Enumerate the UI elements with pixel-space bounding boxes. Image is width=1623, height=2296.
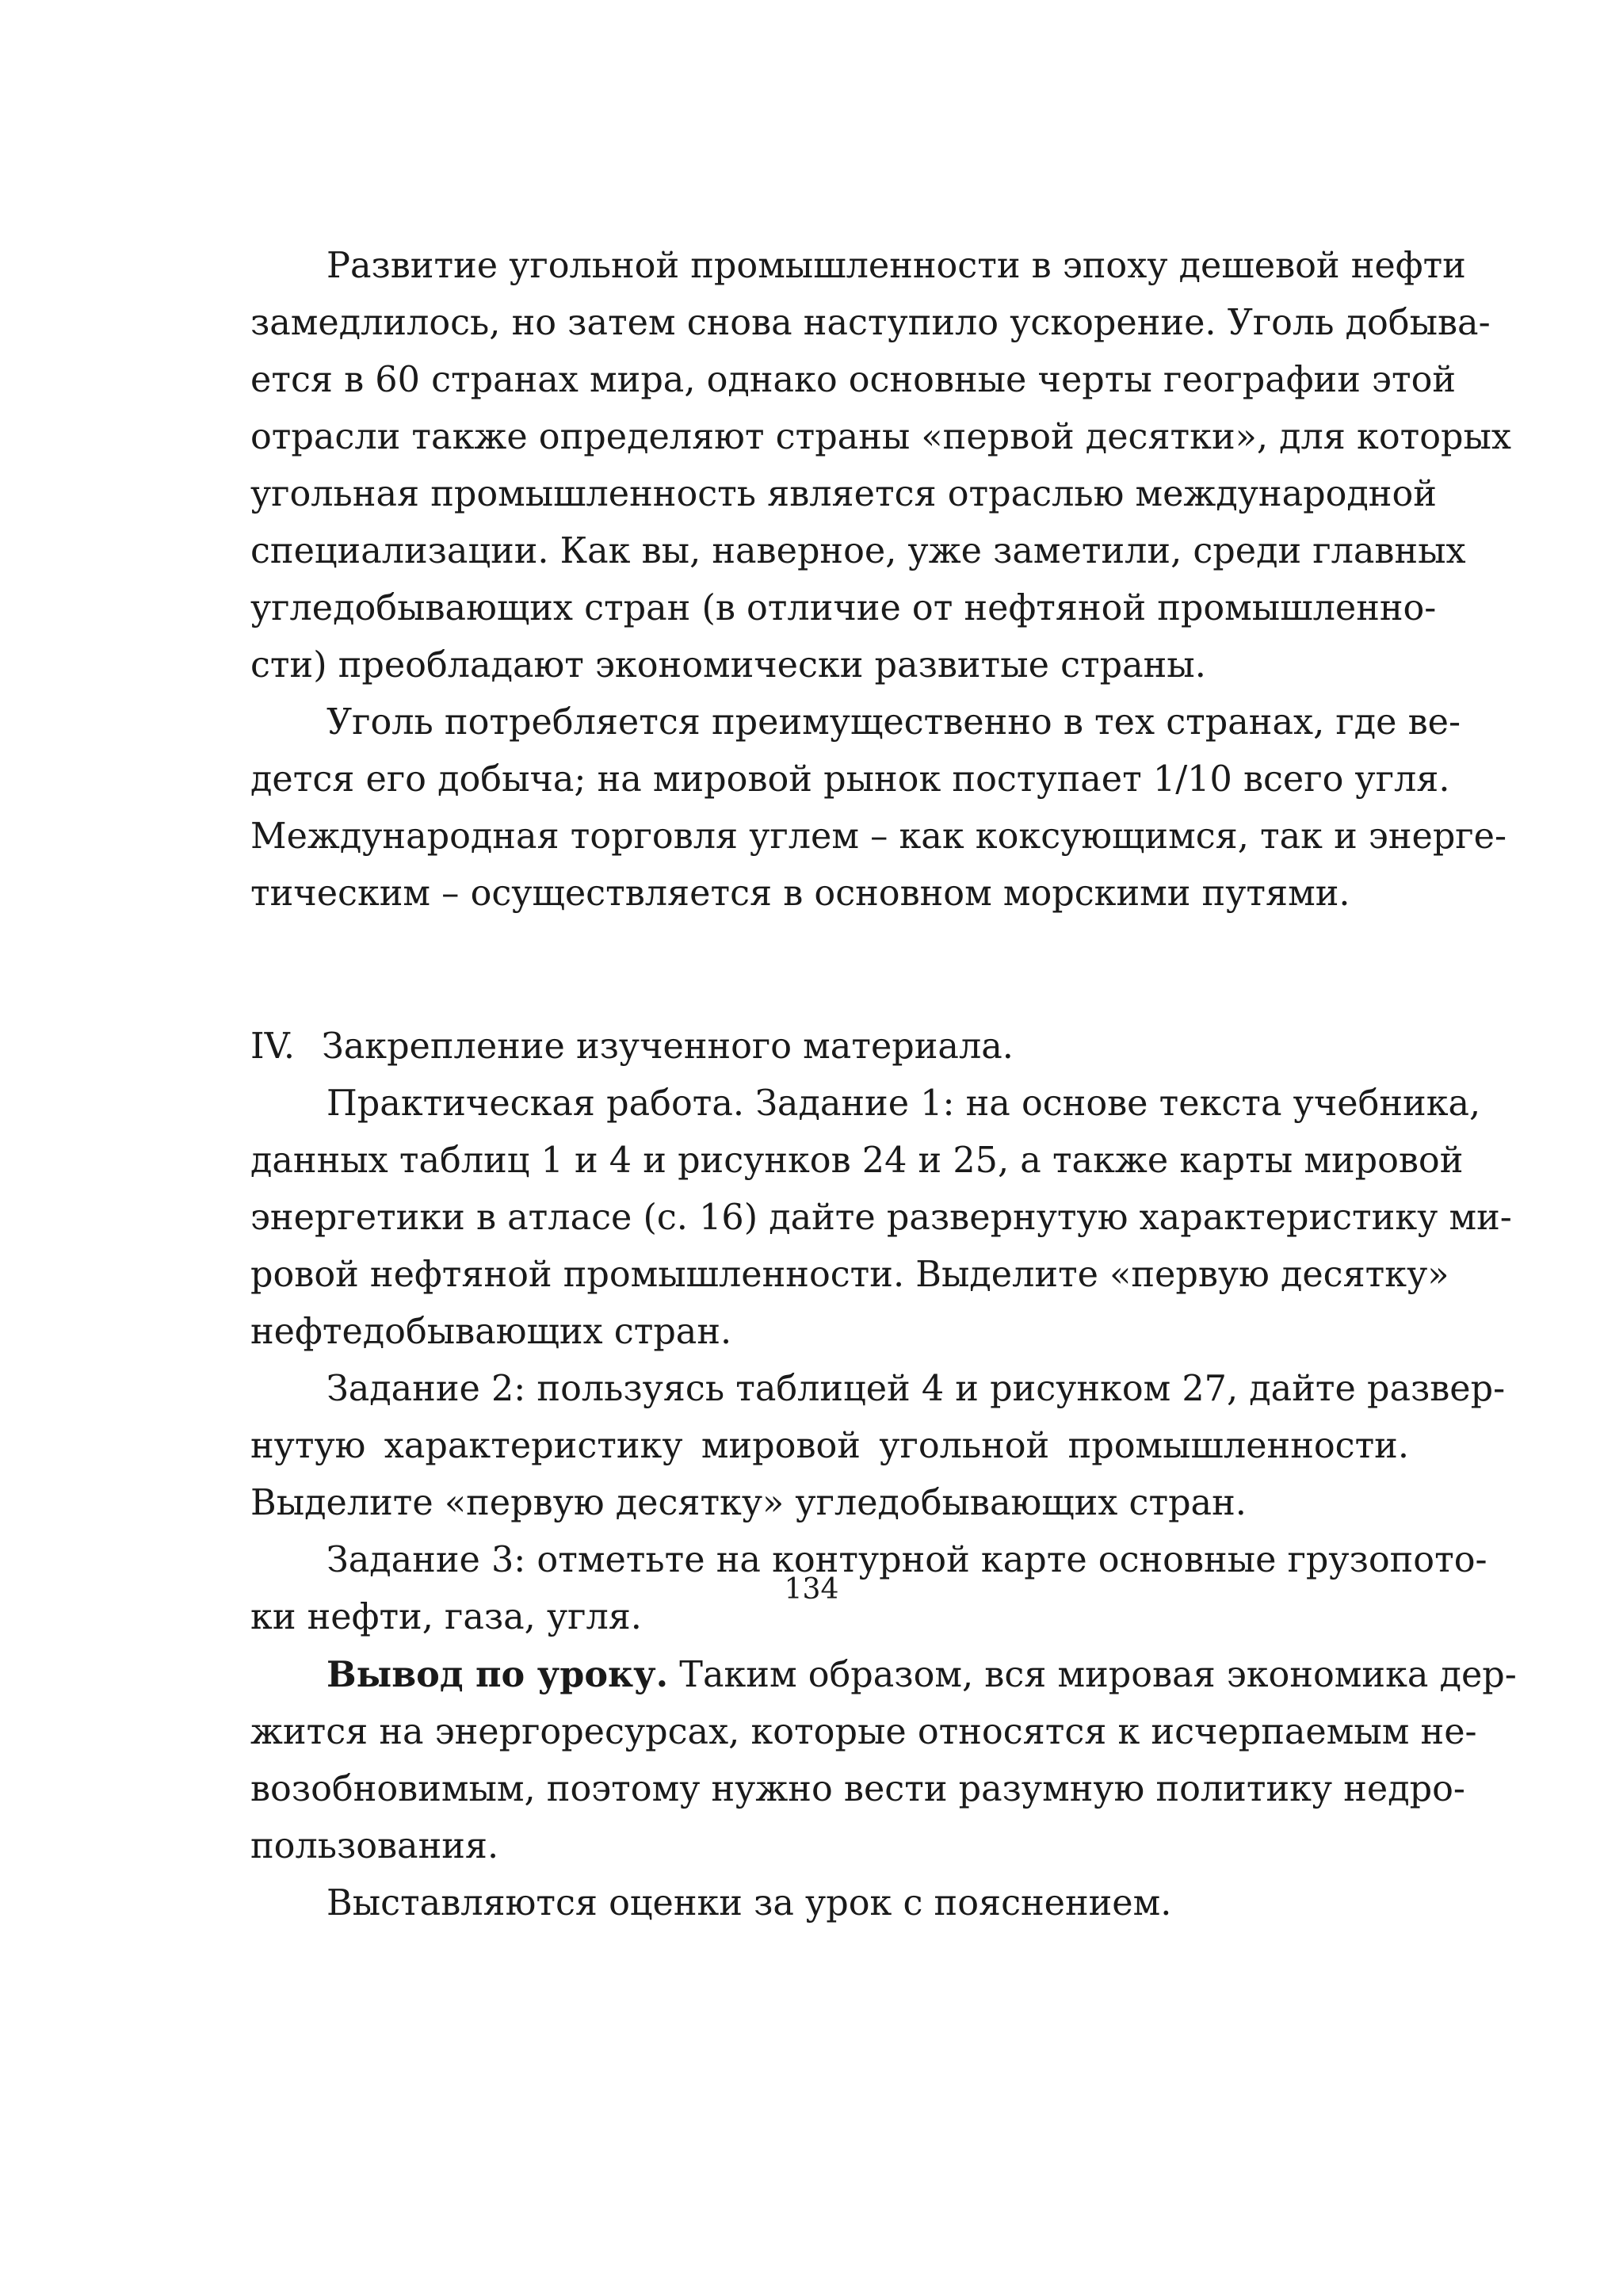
- text-line: ки нефти, газа, угля.: [250, 1597, 642, 1637]
- section-title: Закрепление изученного материала.: [322, 1026, 1014, 1067]
- text-line: Задание 3: отметьте на контурной карте основные грузопото-: [327, 1540, 1487, 1580]
- text-line: тическим – осуществляется в основном морскими путями.: [250, 873, 1350, 914]
- conclusion-line: [250, 1646, 1517, 1704]
- text-line: Практическая работа. Задание 1: на основе текста учебника,: [327, 1083, 1481, 1124]
- text-line: Международная торговля углем – как коксующимся, так и энерге-: [250, 816, 1507, 857]
- text-line: Уголь потребляется преимущественно в тех странах, где ве-: [327, 702, 1461, 743]
- text-line: сти) преобладают экономически развитые страны.: [250, 645, 1206, 686]
- text-line: Развитие угольной промышленности в эпоху дешевой нефти: [327, 246, 1466, 286]
- text-line: возобновимым, поэтому нужно вести разумную политику недро-: [250, 1769, 1465, 1809]
- conclusion-text: Таким образом, вся мировая экономика дер-: [668, 1655, 1517, 1695]
- text-line: Выделите «первую десятку» угледобывающих стран.: [250, 1483, 1247, 1523]
- text-line: замедлилось, но затем снова наступило ускорение. Уголь добыва-: [250, 303, 1491, 343]
- text-line: энергетики в атласе (с. 16) дайте развернутую характеристику ми-: [250, 1198, 1512, 1238]
- text-line: Задание 2: пользуясь таблицей 4 и рисунком 27, дайте развер-: [327, 1369, 1506, 1409]
- text-line: угледобывающих стран (в отличие от нефтяной промышленно-: [250, 588, 1437, 628]
- section-number: IV.: [250, 1026, 296, 1067]
- paragraph-block-tasks: [250, 1075, 1517, 1932]
- text-line: специализации. Как вы, наверное, уже заметили, среди главных: [250, 531, 1466, 571]
- conclusion-label: Вывод по уроку.: [327, 1654, 669, 1695]
- text-line: данных таблиц 1 и 4 и рисунков 24 и 25, а также карты мировой: [250, 1140, 1464, 1181]
- text-line: ровой нефтяной промышленности. Выделите «первую десятку»: [250, 1255, 1449, 1295]
- text-line: нефтедобывающих стран.: [250, 1312, 732, 1352]
- text-line: пользования.: [250, 1826, 499, 1866]
- text-line: дется его добыча; на мировой рынок поступает 1/10 всего угля.: [250, 759, 1450, 800]
- text-line: жится на энергоресурсах, которые относятся к исчерпаемым не-: [250, 1712, 1477, 1752]
- final-line: Выставляются оценки за урок с пояснением.: [327, 1883, 1172, 1924]
- section-heading: [250, 1018, 1409, 1075]
- text-line: отрасли также определяют страны «первой десятки», для которых: [250, 417, 1512, 457]
- page-number: 134: [784, 1573, 839, 1606]
- text-line: ется в 60 странах мира, однако основные черты географии этой: [250, 360, 1457, 400]
- text-line: нутую характеристику мировой угольной промышленности.: [250, 1426, 1409, 1466]
- paragraph-block-coal: [250, 238, 1512, 923]
- text-line: угольная промышленность является отраслью международной: [250, 474, 1437, 514]
